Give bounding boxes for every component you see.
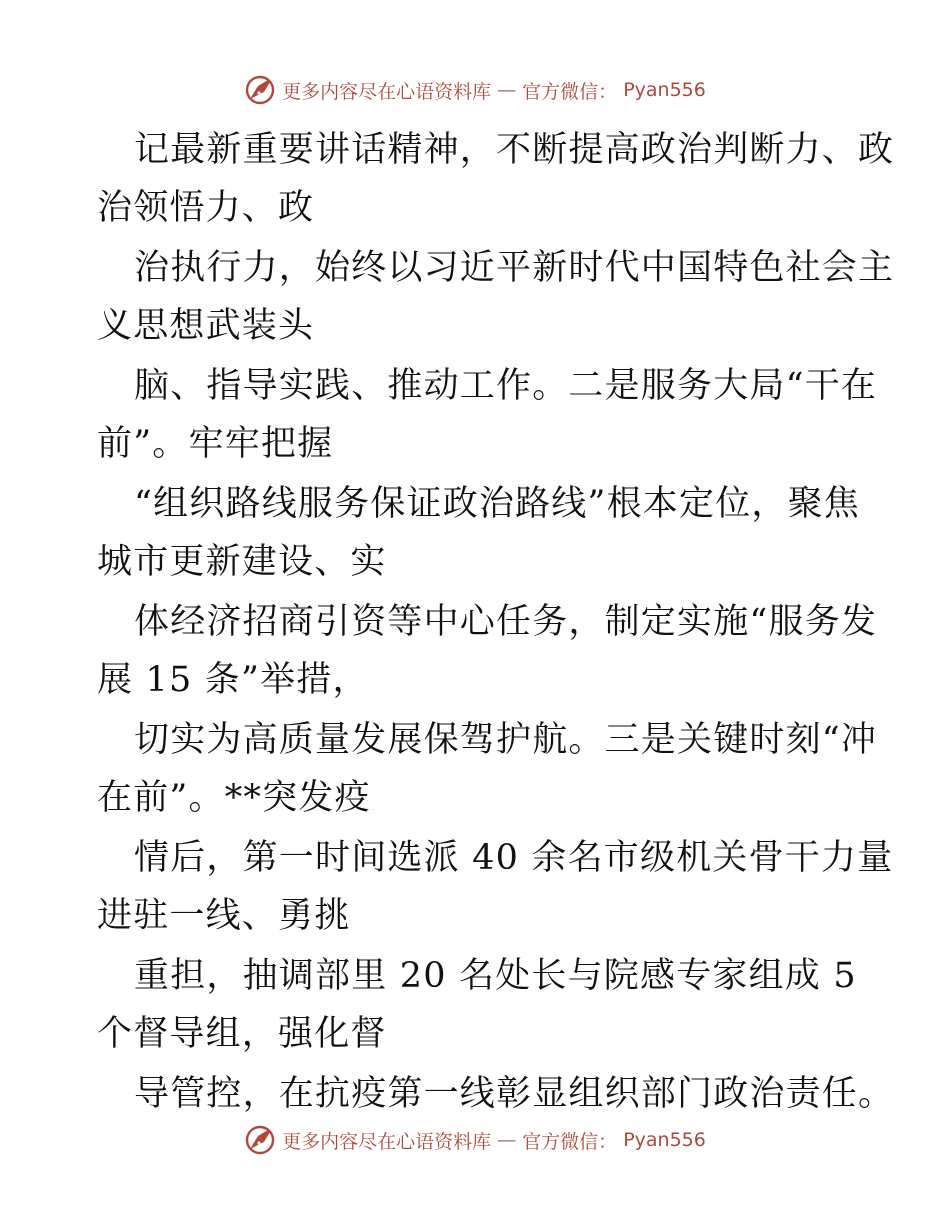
watermark-main-text: 更多内容尽在心语资料库 [282,80,492,103]
pen-nib-circle-icon [244,1124,276,1156]
header-watermark [0,74,950,106]
footer-watermark [0,1124,950,1156]
text-line: 情后，第一时间选派 40 余名市级机关骨干力量 [134,838,894,878]
text-line: 在前”。**突发疫 [97,778,371,818]
text-line: 切实为高质量发展保驾护航。三是关键时刻“冲 [134,720,878,760]
text-line: 义思想武装头 [97,306,315,346]
watermark-prefix: 官方微信： [522,80,618,103]
watermark-separator: — [497,1129,517,1151]
text-line: 导管控，在抗疫第一线彰显组织部门政治责任。 [134,1074,895,1114]
pen-nib-circle-icon [244,74,276,106]
watermark-prefix: 官方微信： [522,1130,618,1153]
watermark-separator: — [497,79,517,101]
text-line: 记最新重要讲话精神，不断提高政治判断力、政 [134,130,895,170]
text-line: 城市更新建设、实 [97,542,387,582]
text-line: 治领悟力、政 [97,188,315,228]
watermark-wechat-id: Pyan556 [623,79,706,101]
text-line: 进驻一线、勇挑 [97,896,351,936]
watermark-main-text: 更多内容尽在心语资料库 [282,1130,492,1153]
text-line: 治执行力，始终以习近平新时代中国特色社会主 [134,248,895,288]
text-line: 前”。牢牢把握 [97,424,334,464]
text-line: 体经济招商引资等中心任务，制定实施“服务发 [134,602,878,642]
text-line: 展 15 条”举措， [97,660,369,700]
text-line: 脑、指导实践、推动工作。二是服务大局“干在 [134,366,878,406]
text-line: 重担，抽调部里 20 名处长与院感专家组成 5 [134,956,857,996]
watermark-wechat-id: Pyan556 [623,1129,706,1151]
text-line: 个督导组，强化督 [97,1014,387,1054]
text-line: “组织路线服务保证政治路线”根本定位，聚焦 [134,484,860,524]
